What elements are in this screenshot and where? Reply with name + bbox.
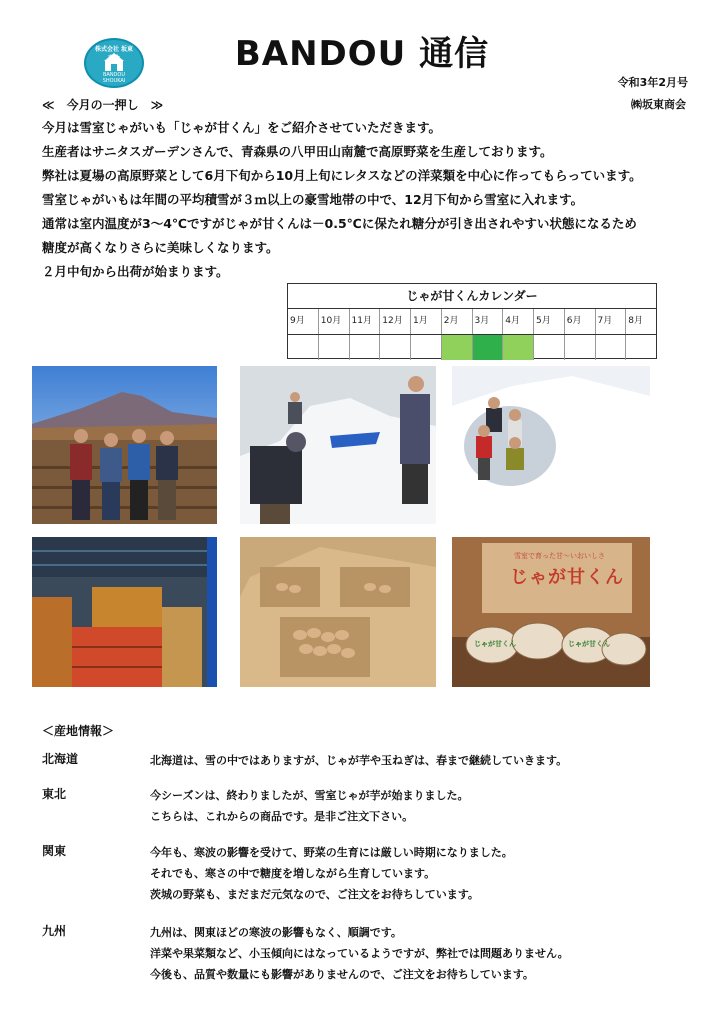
calendar-shipping-cell xyxy=(626,335,656,360)
calendar-shipping-cell xyxy=(503,335,534,360)
region-name: 九州 xyxy=(42,924,67,938)
pick-body xyxy=(42,116,692,284)
pick-line: 雪室じゃがいもは年間の平均積雪が３ｍ以上の豪雪地帯の中で、12月下旬から雪室に入れます。 xyxy=(42,192,584,207)
pick-line: 今月は雪室じゃがいも「じゃが甘くん」をご紹介させていただきます。 xyxy=(42,120,442,135)
calendar-month-cell: 11月 xyxy=(350,309,381,334)
calendar-month-cell: 7月 xyxy=(596,309,627,334)
calendar-month-cell: 6月 xyxy=(565,309,596,334)
region-line: 洋菜や果菜類など、小玉傾向にはなっているようですが、弊社では問題ありません。 xyxy=(150,947,569,960)
region-line: 今後も、品質や数量にも影響がありませんので、ご注文をお待ちしています。 xyxy=(150,968,534,981)
region-name: 関東 xyxy=(42,844,67,858)
regions-heading: ＜産地情報＞ xyxy=(42,724,115,738)
region-name: 東北 xyxy=(42,787,67,801)
shipping-calendar xyxy=(287,283,657,359)
calendar-month-cell: 5月 xyxy=(534,309,565,334)
calendar-shipping-cell xyxy=(288,335,319,360)
calendar-month-cell: 3月 xyxy=(473,309,504,334)
company-name: ㈱坂東商会 xyxy=(631,98,686,111)
pick-heading: ≪ 今月の一押し ≫ xyxy=(42,98,164,112)
calendar-shipping-cell xyxy=(473,335,504,360)
region-line: 九州は、関東ほどの寒波の影響もなく、順調です。 xyxy=(150,926,402,939)
pick-line: ２月中旬から出荷が始まります。 xyxy=(42,264,229,279)
photo-potato-boxes xyxy=(240,537,436,687)
calendar-shipping-cell xyxy=(350,335,381,360)
region-line: 北海道は、雪の中ではありますが、じゃが芋や玉ねぎは、春まで継続していきます。 xyxy=(150,754,568,767)
calendar-shipping-cell xyxy=(565,335,596,360)
photo-product-package xyxy=(452,537,650,687)
calendar-shipping-cell xyxy=(411,335,442,360)
region-line: それでも、寒さの中で糖度を増しながら生育しています。 xyxy=(150,867,436,880)
calendar-shipping-cell xyxy=(442,335,473,360)
calendar-shipping-cell xyxy=(319,335,350,360)
region-line: 今年も、寒波の影響を受けて、野菜の生育には厳しい時期になりました。 xyxy=(150,846,513,859)
calendar-month-row xyxy=(288,309,656,335)
bag-label: じゃが甘くん xyxy=(568,640,610,648)
photo-farmers-field xyxy=(32,366,217,524)
region-line: 今シーズンは、終わりましたが、雪室じゃが芋が始まりました。 xyxy=(150,789,469,802)
box-label-small: 雪室で育った甘〜いおいしさ xyxy=(514,552,605,560)
issue-date: 令和3年2月号 xyxy=(617,76,688,89)
calendar-shipping-row xyxy=(288,335,656,360)
pick-line: 生産者はサニタスガーデンさんで、青森県の八甲田山南麓で高原野菜を生産しております。 xyxy=(42,144,553,159)
photo-snow-cave xyxy=(452,366,650,524)
calendar-shipping-cell xyxy=(534,335,565,360)
calendar-month-cell: 1月 xyxy=(411,309,442,334)
pick-line: 糖度が高くなりさらに美味しくなります。 xyxy=(42,240,279,255)
calendar-month-cell: 10月 xyxy=(319,309,350,334)
logo-text-top: 株式会社 坂東 xyxy=(94,46,134,53)
box-label-big: じゃが甘くん xyxy=(510,567,624,588)
region-name: 北海道 xyxy=(42,752,79,766)
calendar-shipping-cell xyxy=(596,335,627,360)
calendar-month-cell: 2月 xyxy=(442,309,473,334)
region-line: 茨城の野菜も、まだまだ元気なので、ご注文をお待ちしています。 xyxy=(150,888,479,901)
calendar-month-cell: 8月 xyxy=(628,316,643,326)
calendar-shipping-cell xyxy=(380,335,411,360)
calendar-title: じゃが甘くんカレンダー xyxy=(288,284,656,309)
pick-line: 弊社は夏場の高原野菜として6月下旬から10月上旬にレタスなどの洋菜類を中心に作ってもらっています。 xyxy=(42,168,642,183)
logo-text-bottom: BANDOU SHOUKAI xyxy=(102,72,126,84)
pick-line: 通常は室内温度が3～4℃ですがじゃが甘くんは－0.5℃に保たれ糖分が引き出されやすい状態になるため xyxy=(42,216,637,231)
calendar-month-cell: 9月 xyxy=(288,309,319,334)
bag-label: じゃが甘くん xyxy=(474,640,516,648)
photo-warehouse-crates xyxy=(32,537,217,687)
region-line: こちらは、これからの商品です。是非ご注文下さい。 xyxy=(150,810,414,823)
calendar-month-cell: 4月 xyxy=(503,309,534,334)
photo-snow-digging xyxy=(240,366,436,524)
newsletter-title: BANDOU 通信 xyxy=(234,34,490,74)
calendar-month-cell: 12月 xyxy=(380,309,411,334)
